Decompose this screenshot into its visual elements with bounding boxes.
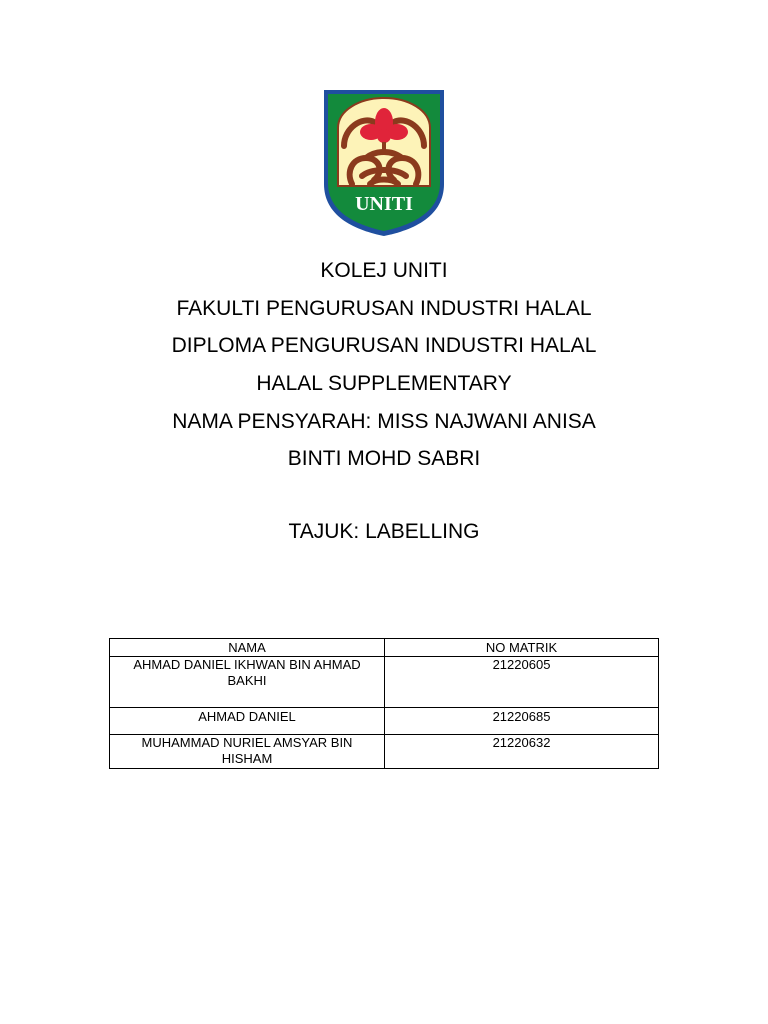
title-block — [0, 252, 768, 478]
student-matrik: 21220605 — [385, 657, 659, 708]
student-name-cell — [110, 708, 385, 735]
programme-name: DIPLOMA PENGURUSAN INDUSTRI HALAL — [171, 334, 597, 358]
lecturer-name-line-2: BINTI MOHD SABRI — [287, 447, 481, 471]
course-name: HALAL SUPPLEMENTARY — [256, 372, 512, 396]
uniti-crest-logo — [322, 88, 446, 238]
table-header-row — [110, 639, 659, 657]
student-name: AHMAD DANIEL IKHWAN BIN AHMAD BAKHI — [133, 657, 361, 688]
student-matrik: 21220632 — [385, 735, 659, 769]
logo-text: UNITI — [355, 193, 413, 215]
topic-title: TAJUK: LABELLING — [288, 520, 480, 543]
student-name: AHMAD DANIEL — [198, 709, 296, 724]
lecturer-name-line-1: NAMA PENSYARAH: MISS NAJWANI ANISA — [172, 409, 596, 433]
student-name-cell — [110, 735, 385, 769]
table-row — [110, 735, 659, 769]
college-name: KOLEJ UNITI — [320, 259, 448, 282]
student-matrik: 21220685 — [385, 708, 659, 735]
faculty-name: FAKULTI PENGURUSAN INDUSTRI HALAL — [176, 296, 592, 320]
table-row — [110, 708, 659, 735]
student-name: MUHAMMAD NURIEL AMSYAR BIN HISHAM — [141, 735, 353, 766]
student-table — [109, 638, 659, 769]
student-name-cell — [110, 657, 385, 708]
header-no-matrik: NO MATRIK — [385, 639, 659, 657]
header-nama: NAMA — [110, 639, 385, 657]
table-row — [110, 657, 659, 708]
